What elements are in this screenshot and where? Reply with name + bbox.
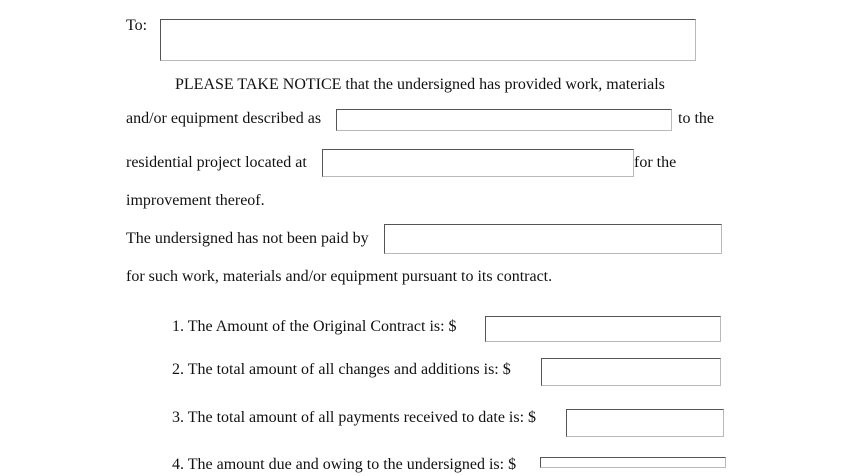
project-label: residential project located at <box>126 154 307 171</box>
pursuant-text: for such work, materials and/or equipment pursuant to its contract. <box>126 268 553 285</box>
improvement-text: improvement thereof. <box>126 192 265 209</box>
not-paid-label: The undersigned has not been paid by <box>126 230 369 247</box>
item-4-label: 4. The amount due and owing to the undersigned is: $ <box>172 456 517 473</box>
changes-additions-field-box <box>541 358 721 386</box>
notice-text: PLEASE TAKE NOTICE that the undersigned has provided work, materials <box>175 76 665 93</box>
item-3-label: 3. The total amount of all payments received to date is: $ <box>172 409 537 426</box>
for-the-text: for the <box>634 154 677 171</box>
project-location-field[interactable] <box>323 150 633 176</box>
not-paid-by-field-box <box>384 224 722 254</box>
described-field-box <box>336 109 672 131</box>
original-contract-field-box <box>485 316 721 342</box>
original-contract-field[interactable] <box>486 317 720 341</box>
payments-received-field[interactable] <box>567 410 723 436</box>
described-label: and/or equipment described as <box>126 110 322 127</box>
to-label: To: <box>126 17 148 34</box>
item-2-label: 2. The total amount of all changes and additions is: $ <box>172 361 511 378</box>
payments-received-field-box <box>566 409 724 437</box>
to-field[interactable] <box>161 20 695 60</box>
not-paid-by-field[interactable] <box>385 225 721 253</box>
to-field-box <box>160 19 696 61</box>
item-1-label: 1. The Amount of the Original Contract is: $ <box>172 318 457 335</box>
amount-due-field-box <box>540 457 726 468</box>
described-field[interactable] <box>337 110 671 130</box>
to-the-text: to the <box>678 110 714 127</box>
project-location-field-box <box>322 149 634 177</box>
changes-additions-field[interactable] <box>542 359 720 385</box>
